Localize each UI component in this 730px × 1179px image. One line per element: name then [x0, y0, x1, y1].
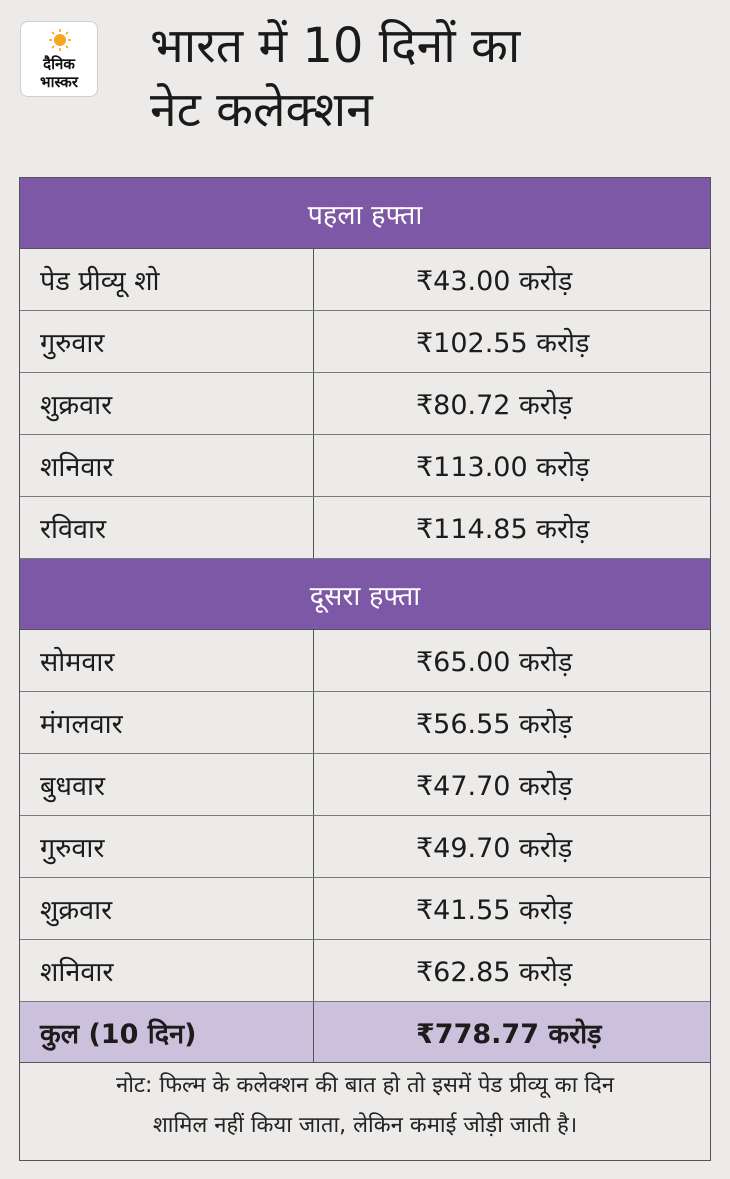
table-row: [20, 373, 710, 435]
collection-table: [19, 177, 711, 1063]
logo-text-line2: भास्कर: [40, 73, 78, 91]
logo-text-line1: दैनिक: [43, 55, 75, 73]
note-line2: शामिल नहीं किया जाता, लेकिन कमाई जोड़ी जाती है।: [152, 1113, 578, 1138]
amount-cell: ₹43.00 करोड़: [416, 266, 573, 297]
day-cell: मंगलवार: [20, 692, 314, 753]
title-line2: नेट कलेक्शन: [150, 82, 373, 138]
note-line1: नोट: फिल्म के कलेक्शन की बात हो तो इसमें पेड प्रीव्यू का दिन: [116, 1073, 614, 1098]
day-cell: शुक्रवार: [20, 878, 314, 939]
table-row: [20, 692, 710, 754]
page-title: [150, 14, 710, 142]
amount-cell: ₹114.85 करोड़: [416, 514, 590, 545]
table-row: [20, 940, 710, 1002]
day-cell: शनिवार: [20, 940, 314, 1001]
day-cell: बुधवार: [20, 754, 314, 815]
week2-header: दूसरा हफ्ता: [20, 559, 710, 630]
day-cell: शुक्रवार: [20, 373, 314, 434]
amount-cell: ₹113.00 करोड़: [416, 452, 590, 483]
day-cell: गुरुवार: [20, 311, 314, 372]
day-cell: सोमवार: [20, 630, 314, 691]
table-row: [20, 435, 710, 497]
title-line1: भारत में 10 दिनों का: [150, 18, 521, 74]
table-row: [20, 754, 710, 816]
day-cell: गुरुवार: [20, 816, 314, 877]
amount-cell: ₹80.72 करोड़: [416, 390, 573, 421]
table-row: [20, 878, 710, 940]
table-row: [20, 249, 710, 311]
sun-icon: [49, 29, 71, 51]
week1-header: पहला हफ्ता: [20, 178, 710, 249]
day-cell: पेड प्रीव्यू शो: [20, 249, 314, 310]
total-row: [20, 1002, 710, 1063]
amount-cell: ₹49.70 करोड़: [416, 833, 573, 864]
amount-cell: ₹65.00 करोड़: [416, 647, 573, 678]
day-cell: शनिवार: [20, 435, 314, 496]
footnote: [19, 1056, 711, 1161]
table-row: [20, 311, 710, 373]
amount-cell: ₹62.85 करोड़: [416, 957, 573, 988]
table-row: [20, 816, 710, 878]
amount-cell: ₹56.55 करोड़: [416, 709, 573, 740]
table-row: [20, 630, 710, 692]
amount-cell: ₹47.70 करोड़: [416, 771, 573, 802]
amount-cell: ₹102.55 करोड़: [416, 328, 590, 359]
table-row: [20, 497, 710, 559]
total-label: कुल (10 दिन): [20, 1002, 314, 1062]
amount-cell: ₹41.55 करोड़: [416, 895, 573, 926]
dainik-bhaskar-logo: [20, 21, 98, 97]
total-amount: ₹778.77 करोड़: [416, 1018, 602, 1050]
day-cell: रविवार: [20, 497, 314, 558]
